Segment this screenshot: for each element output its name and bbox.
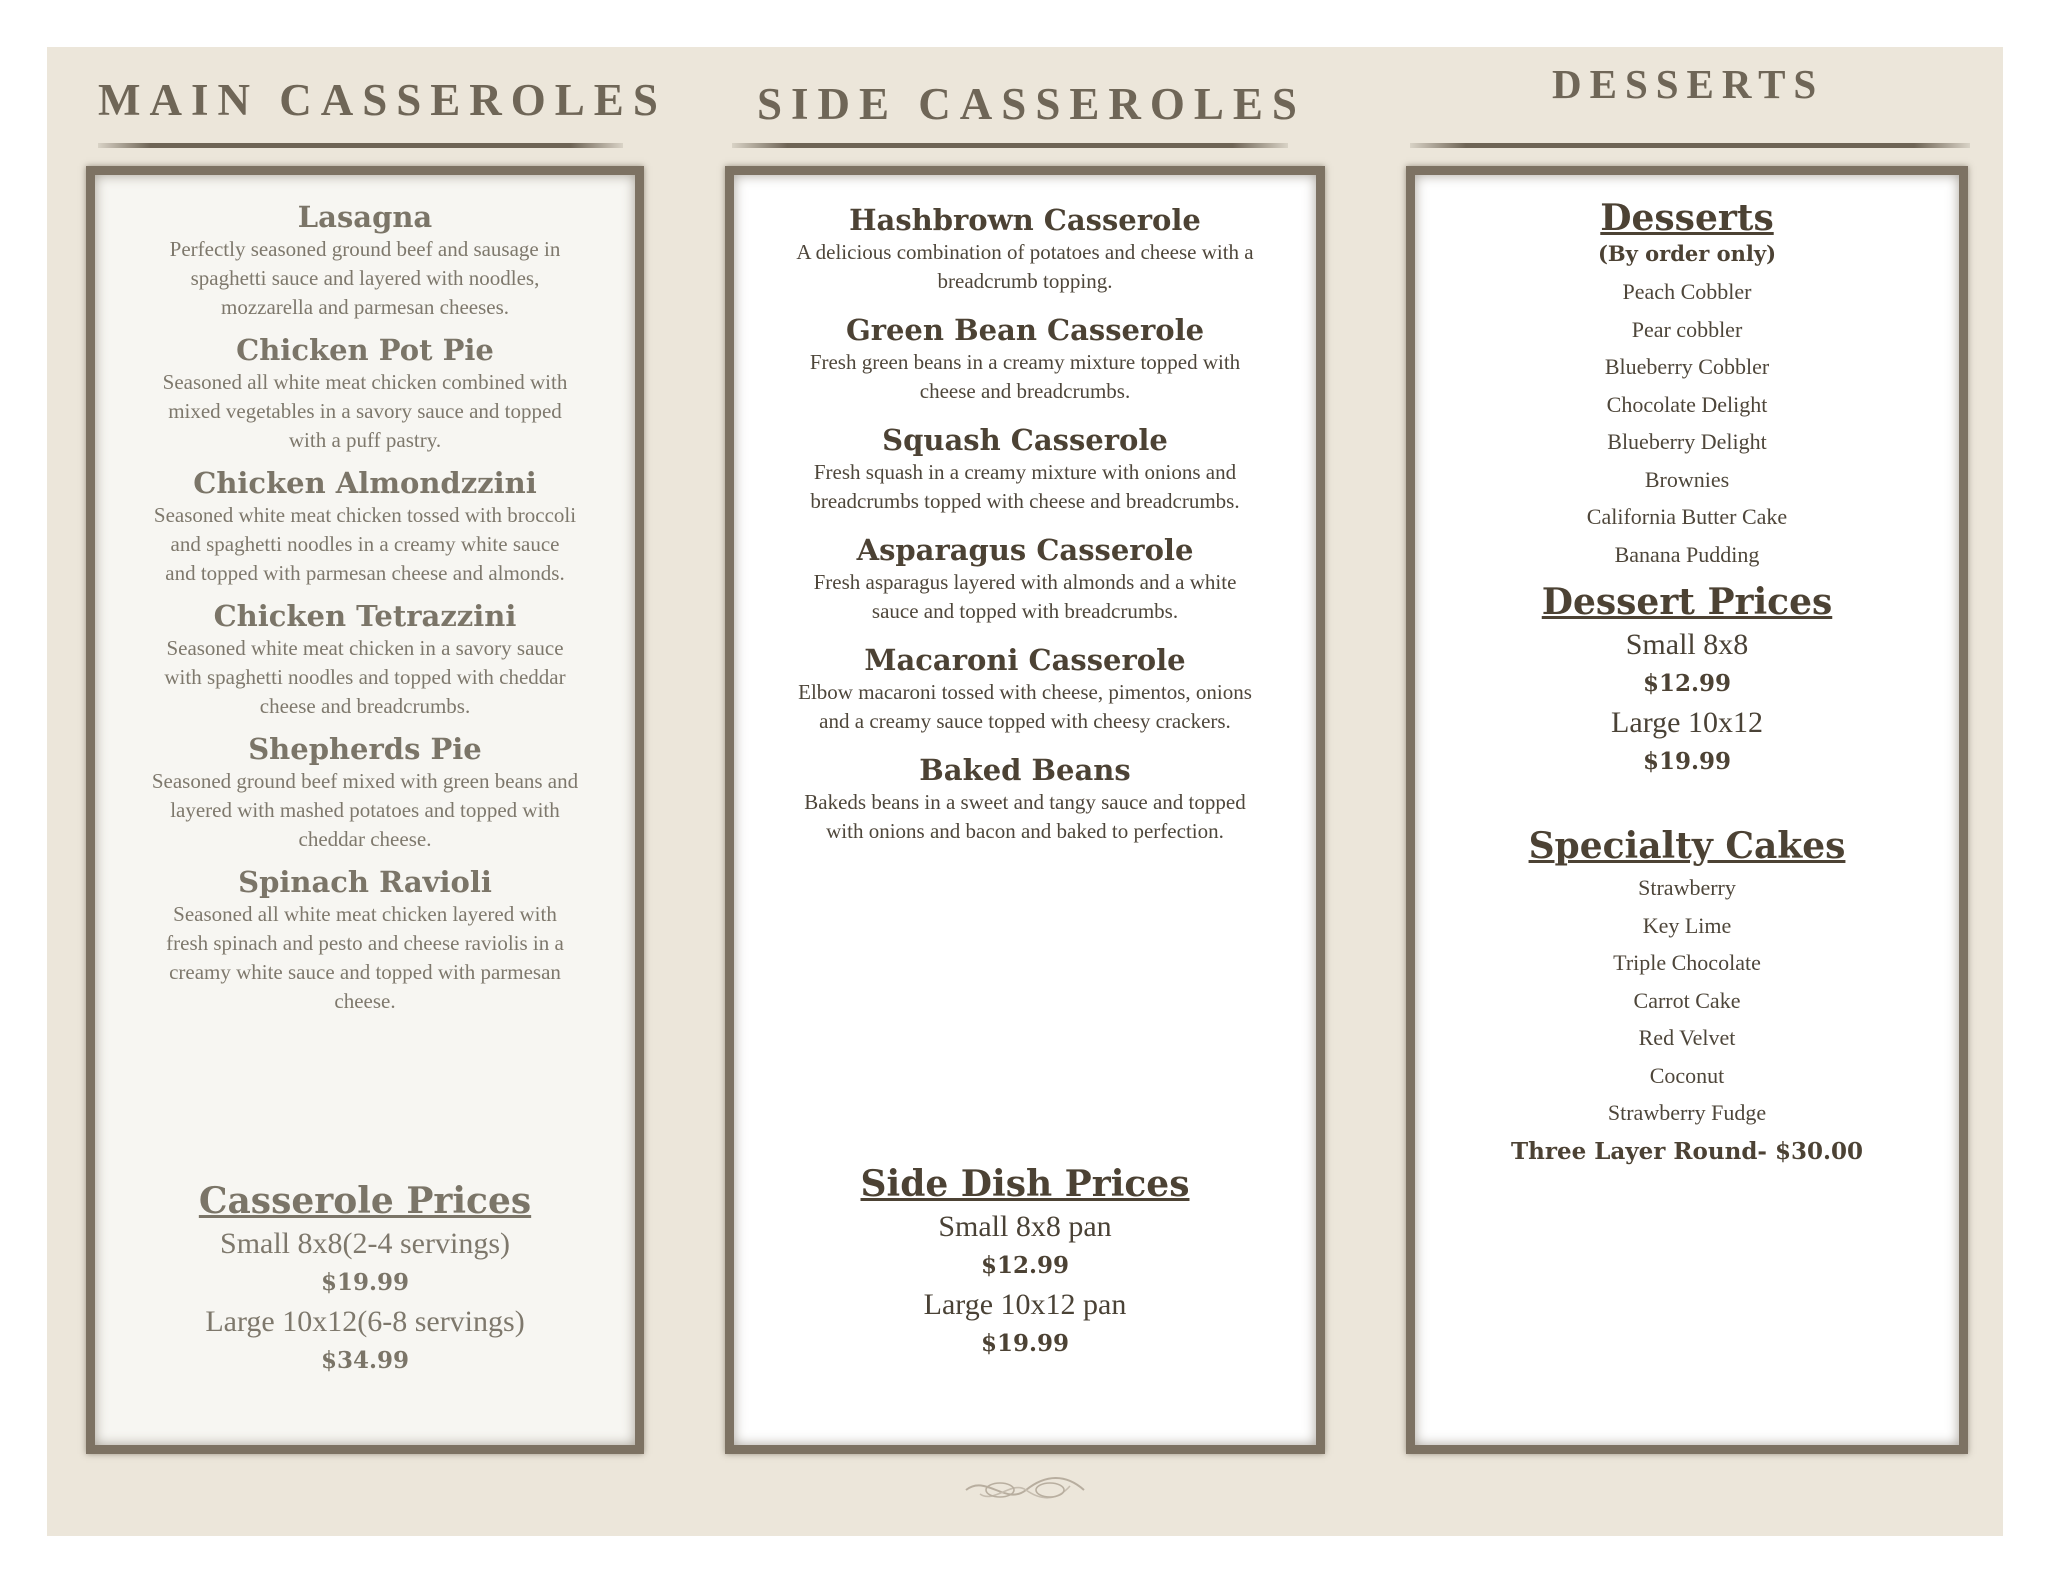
list-item: Strawberry: [1638, 875, 1736, 900]
dish-description: Bakeds beans in a sweet and tangy sauce and topped with onions and bacon and baked to perfection.: [804, 790, 1246, 843]
casserole-prices: [95, 1178, 635, 1380]
desserts-heading: DESSERTS: [1552, 61, 1825, 107]
desserts-list-heading: Desserts: [1600, 197, 1774, 239]
list-item: Brownies: [1644, 466, 1730, 492]
large-price: $19.99: [1642, 748, 1732, 775]
desserts-heading-rule: [1410, 143, 1970, 148]
main-casseroles-panel: [86, 166, 644, 1454]
dish-title: Chicken Almondzzini: [193, 466, 537, 500]
dish-title: Spinach Ravioli: [238, 865, 492, 899]
small-price: $12.99: [1642, 670, 1732, 697]
small-price: $12.99: [980, 1252, 1070, 1279]
dish-description: Fresh squash in a creamy mixture with onions and breadcrumbs topped with cheese and breadcrumbs.: [810, 460, 1240, 513]
dish-title: Macaroni Casserole: [864, 643, 1186, 677]
dish-description: Perfectly seasoned ground beef and sausage in spaghetti sauce and layered with noodles, mozzarella and parmesan cheeses.: [169, 237, 561, 319]
dish-title: Baked Beans: [919, 753, 1131, 787]
three-layer-round-price: Three Layer Round- $30.00: [1511, 1137, 1863, 1165]
dish-description: Seasoned white meat chicken in a savory sauce with spaghetti noodles and topped with cheddar cheese and breadcrumbs.: [164, 636, 566, 718]
main-heading-rule: [98, 143, 623, 148]
side-dish-prices: [734, 1161, 1316, 1363]
swirl-flourish-icon: [960, 1470, 1090, 1510]
dish-title: Hashbrown Casserole: [849, 203, 1201, 237]
large-size: Large 10x12: [1611, 706, 1763, 739]
dish-chicken-tetrazzini: [95, 598, 635, 721]
dessert-list: [1415, 273, 1959, 573]
dish-title: Squash Casserole: [882, 423, 1168, 457]
dish-chicken-pot-pie: [95, 332, 635, 455]
dish-lasagna: [95, 199, 635, 322]
small-size: Small 8x8: [1625, 628, 1749, 661]
main-casseroles-heading: MAIN CASSEROLES: [98, 75, 667, 125]
dish-description: Elbow macaroni tossed with cheese, pimentos, onions and a creamy sauce topped with cheesy crackers.: [798, 680, 1252, 733]
dish-title: Chicken Tetrazzini: [213, 599, 517, 633]
dish-description: Fresh asparagus layered with almonds and a white sauce and topped with breadcrumbs.: [813, 570, 1237, 623]
specialty-cakes-heading: Specialty Cakes: [1528, 825, 1846, 867]
list-item: Strawberry Fudge: [1607, 1100, 1767, 1125]
small-price: $19.99: [320, 1269, 410, 1296]
dish-title: Asparagus Casserole: [856, 533, 1194, 567]
large-size: Large 10x12(6-8 servings): [205, 1305, 525, 1338]
dish-hashbrown-casserole: [734, 202, 1316, 296]
dish-description: Fresh green beans in a creamy mixture topped with cheese and breadcrumbs.: [809, 350, 1241, 403]
dessert-prices: [1415, 579, 1959, 781]
list-item: Peach Cobbler: [1622, 279, 1752, 304]
list-item: California Butter Cake: [1586, 504, 1788, 529]
dish-description: Seasoned all white meat chicken layered with fresh spinach and pesto and cheese raviolis in a creamy white sauce and topped with parmesan cheese.: [166, 902, 564, 1013]
dish-title: Green Bean Casserole: [845, 313, 1205, 347]
prices-heading: Side Dish Prices: [860, 1163, 1190, 1205]
prices-heading: Dessert Prices: [1541, 581, 1833, 623]
large-price: $19.99: [980, 1330, 1070, 1357]
specialty-cakes: [1415, 823, 1959, 1172]
dish-squash-casserole: [734, 422, 1316, 516]
dish-chicken-almondzzini: [95, 465, 635, 588]
dish-description: Seasoned white meat chicken tossed with broccoli and spaghetti noodles in a creamy white sauce and topped with parmesan cheese and almonds.: [153, 503, 577, 585]
large-price: $34.99: [320, 1347, 410, 1374]
dish-title: Shepherds Pie: [248, 732, 482, 766]
list-item: Key Lime: [1642, 912, 1732, 938]
list-item: Blueberry Delight: [1607, 429, 1767, 454]
prices-heading: Casserole Prices: [198, 1180, 532, 1222]
order-note: (By order only): [1597, 241, 1777, 266]
list-item: Banana Pudding: [1614, 541, 1760, 567]
list-item: Triple Chocolate: [1613, 950, 1761, 975]
desserts-panel: [1406, 166, 1968, 1454]
dish-spinach-ravioli: [95, 864, 635, 1016]
dish-shepherds-pie: [95, 731, 635, 854]
dish-description: Seasoned all white meat chicken combined with mixed vegetables in a savory sauce and topped with a puff pastry.: [162, 370, 568, 452]
dish-green-bean-casserole: [734, 312, 1316, 406]
dish-baked-beans: [734, 752, 1316, 846]
dish-description: Seasoned ground beef mixed with green beans and layered with mashed potatoes and topped with cheddar cheese.: [151, 769, 579, 851]
list-item: Coconut: [1649, 1062, 1725, 1088]
dish-title: Chicken Pot Pie: [236, 333, 494, 367]
small-size: Small 8x8(2-4 servings): [220, 1227, 510, 1260]
list-item: Carrot Cake: [1633, 987, 1741, 1013]
list-item: Red Velvet: [1638, 1025, 1736, 1050]
list-item: Blueberry Cobbler: [1604, 354, 1770, 379]
small-size: Small 8x8 pan: [938, 1210, 1112, 1243]
dish-asparagus-casserole: [734, 532, 1316, 626]
side-heading-rule: [732, 143, 1288, 148]
side-casseroles-panel: [725, 166, 1325, 1454]
dish-title: Lasagna: [297, 200, 433, 234]
side-casseroles-heading: SIDE CASSEROLES: [757, 79, 1306, 129]
list-item: Pear cobbler: [1631, 316, 1743, 342]
dish-description: A delicious combination of potatoes and cheese with a breadcrumb topping.: [796, 240, 1254, 293]
dish-macaroni-casserole: [734, 642, 1316, 736]
large-size: Large 10x12 pan: [923, 1288, 1127, 1321]
list-item: Chocolate Delight: [1606, 391, 1768, 417]
